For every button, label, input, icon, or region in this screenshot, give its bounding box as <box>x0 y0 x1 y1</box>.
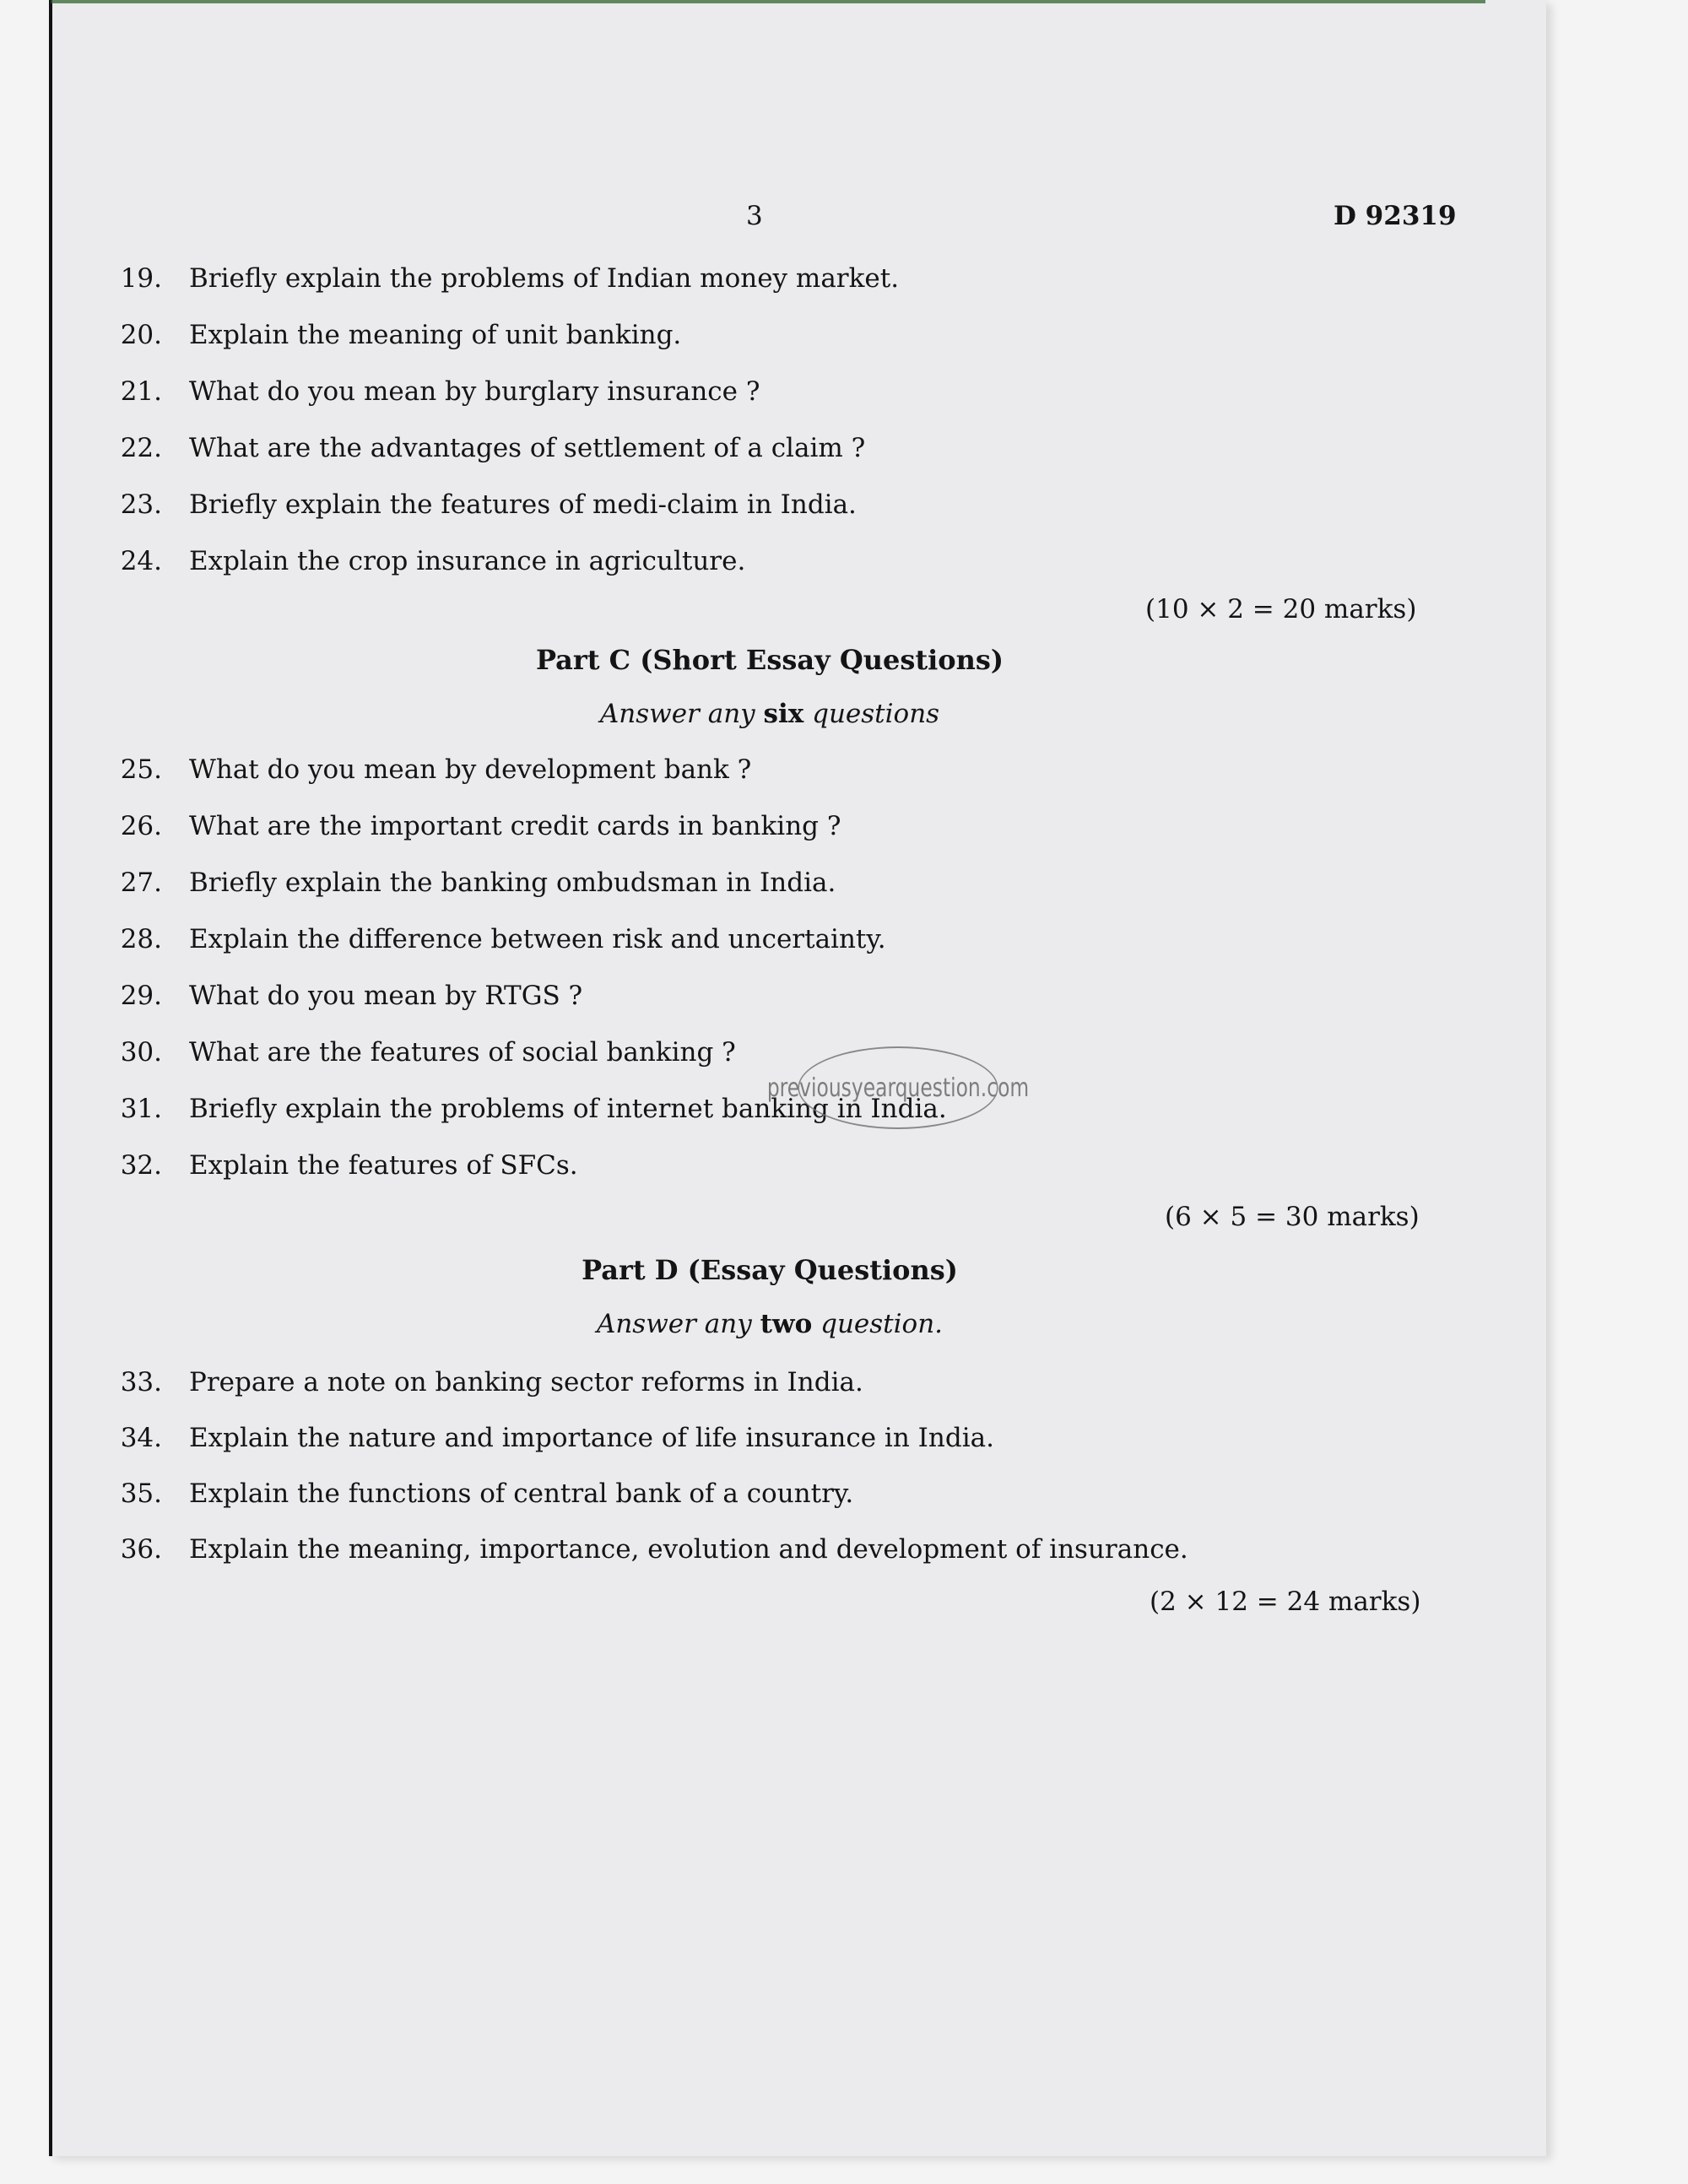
question-item <box>95 1367 863 1397</box>
question-text: Explain the crop insurance in agriculture. <box>189 546 746 576</box>
question-item <box>95 376 760 407</box>
section-heading: Part C (Short Essay Questions) <box>535 644 1004 676</box>
question-text: Explain the meaning of unit banking. <box>189 320 682 350</box>
question-item <box>95 1150 578 1181</box>
scanned-page <box>49 0 1546 2156</box>
question-text: Briefly explain the problems of Indian money market. <box>189 263 900 294</box>
question-number: 22. <box>120 433 162 463</box>
question-item <box>95 433 865 463</box>
question-number: 21. <box>120 376 162 407</box>
question-item <box>95 1479 853 1509</box>
question-number: 35. <box>120 1479 162 1509</box>
question-item <box>95 1423 994 1453</box>
section-instruction: Answer any six questions <box>599 699 940 729</box>
scan-edge <box>51 0 1485 3</box>
question-text: Explain the meaning, importance, evolution and development of insurance. <box>189 1534 1188 1565</box>
question-text: Explain the difference between risk and uncertainty. <box>189 924 886 954</box>
question-number: 30. <box>120 1037 162 1068</box>
question-number: 24. <box>120 546 162 576</box>
question-item <box>95 981 582 1011</box>
question-item <box>95 811 841 841</box>
question-text: What do you mean by burglary insurance ? <box>189 376 760 407</box>
question-text: Briefly explain the features of medi-claim in India. <box>189 489 857 520</box>
question-number: 26. <box>120 811 162 841</box>
question-item <box>95 924 886 954</box>
section-marks: (2 × 12 = 24 marks) <box>1150 1587 1421 1617</box>
question-text: What are the important credit cards in banking ? <box>189 811 841 841</box>
question-text: Briefly explain the problems of internet banking in India. <box>189 1094 947 1124</box>
question-text: What are the advantages of settlement of a claim ? <box>189 433 866 463</box>
question-number: 23. <box>120 489 162 520</box>
page-number: 3 <box>746 201 763 231</box>
question-number: 27. <box>120 868 162 898</box>
question-item <box>95 263 899 294</box>
question-text: Briefly explain the banking ombudsman in India. <box>189 868 836 898</box>
question-number: 29. <box>120 981 162 1011</box>
question-number: 19. <box>120 263 162 294</box>
question-item <box>95 320 681 350</box>
section-marks: (10 × 2 = 20 marks) <box>1145 594 1417 624</box>
question-number: 33. <box>120 1367 162 1397</box>
question-text: Explain the features of SFCs. <box>189 1150 578 1181</box>
question-number: 25. <box>120 754 162 785</box>
question-number: 34. <box>120 1423 162 1453</box>
question-item <box>95 489 857 520</box>
question-text: What do you mean by RTGS ? <box>189 981 583 1011</box>
question-text: Explain the functions of central bank of a country. <box>189 1479 854 1509</box>
question-text: Prepare a note on banking sector reforms in India. <box>189 1367 863 1397</box>
question-number: 28. <box>120 924 162 954</box>
section-marks: (6 × 5 = 30 marks) <box>1165 1202 1420 1232</box>
question-text: What do you mean by development bank ? <box>189 754 752 785</box>
question-number: 36. <box>120 1534 162 1565</box>
question-item <box>95 868 836 898</box>
section-instruction: Answer any two question. <box>596 1309 944 1339</box>
watermark-stamp: previousyearquestion.com <box>798 1046 998 1129</box>
question-number: 32. <box>120 1150 162 1181</box>
question-item <box>95 546 745 576</box>
paper-code: D 92319 <box>1334 201 1457 231</box>
question-text: Explain the nature and importance of life insurance in India. <box>189 1423 994 1453</box>
question-item <box>95 754 751 785</box>
question-item <box>95 1037 736 1068</box>
question-number: 31. <box>120 1094 162 1124</box>
question-number: 20. <box>120 320 162 350</box>
question-text: What are the features of social banking ? <box>189 1037 736 1068</box>
section-heading: Part D (Essay Questions) <box>582 1254 958 1286</box>
question-item <box>95 1534 1188 1565</box>
